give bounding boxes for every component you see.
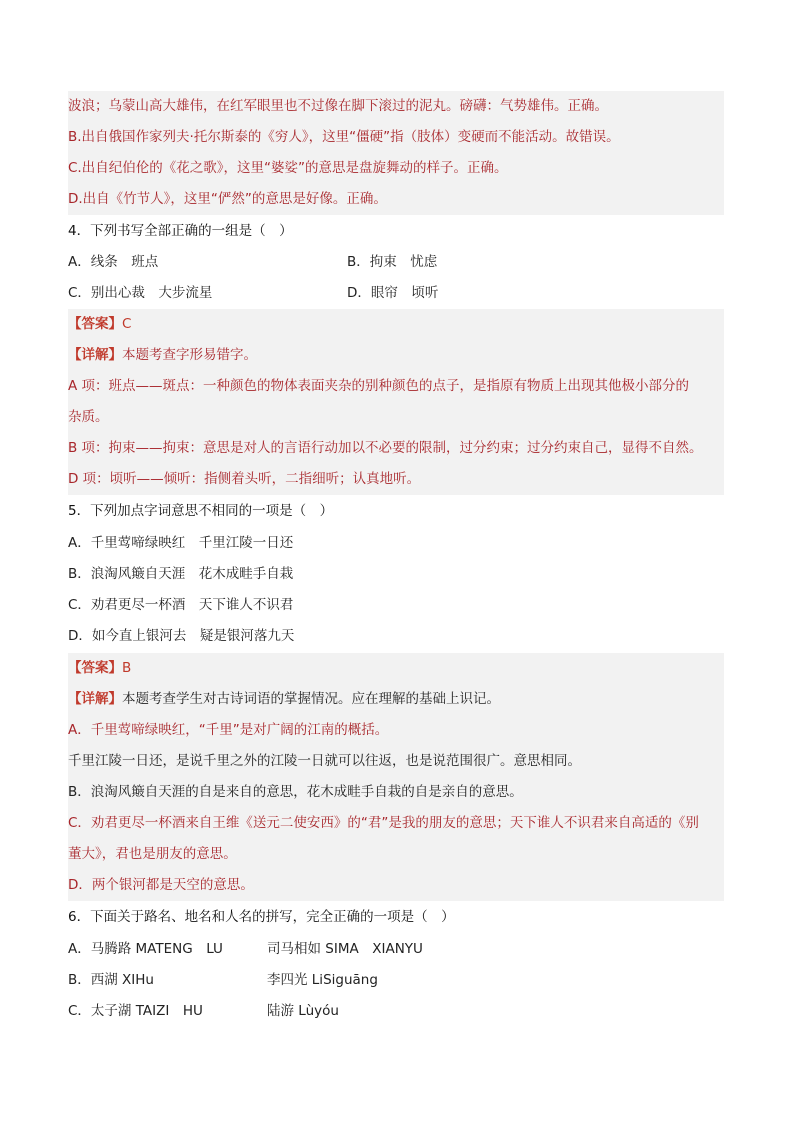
explanation-line: D．两个银河都是天空的意思。: [68, 870, 724, 901]
explanation-line: 杂质。: [68, 402, 724, 433]
detail-label: 【详解】: [68, 691, 122, 707]
explanation-line: 董大》，君也是朋友的意思。: [68, 839, 724, 870]
question-4-stem: 4．下列书写全部正确的一组是（ ）: [68, 223, 293, 239]
option-c-place: C．太子湖 TAIZI HU: [68, 1003, 203, 1019]
explanation-line: B 项：拘束——拘束：意思是对人的言语行动加以不必要的限制，过分约束；过分约束自己，显得不自然。: [68, 433, 724, 464]
question-4-options-row2: [68, 278, 724, 309]
explanation-line: A 项：班点——斑点：一种颜色的物体表面夹杂的别种颜色的点子，是指原有物质上出现其他极小部分的: [68, 371, 724, 402]
question-5-stem: 5．下列加点字词意思不相同的一项是（ ）: [68, 503, 334, 519]
detail-text: 本题考查字形易错字。: [122, 347, 257, 363]
answer-value: C: [122, 316, 132, 332]
explanation-line: C．劝君更尽一杯酒来自王维《送元二使安西》的“君”是我的朋友的意思；天下谁人不识君来自高适的《别: [68, 808, 724, 839]
option-d: D．眼帘 顷听: [347, 285, 439, 301]
explanation-line: D.出自《竹节人》，这里“俨然”的意思是好像。正确。: [68, 184, 724, 215]
question-4-options-row1: [68, 247, 724, 278]
option-b: B．浪淘风簸自天涯 花木成畦手自栽: [68, 566, 294, 582]
detail-text: 本题考查学生对古诗词语的掌握情况。应在理解的基础上识记。: [122, 691, 500, 707]
option-c: C．别出心裁 大步流星: [68, 285, 213, 301]
explanation-line: A．千里莺啼绿映红，“千里”是对广阔的江南的概括。: [68, 715, 724, 746]
option-a: A．千里莺啼绿映红 千里江陵一日还: [68, 535, 294, 551]
option-b-place: B．西湖 XIHu: [68, 972, 154, 988]
explanation-line: D 项：顷听——倾听：指侧着头听，二指细听；认真地听。: [68, 464, 724, 495]
option-b-person: 李四光 LiSiguāng: [267, 972, 378, 988]
explanation-line: B．浪淘风簸自天涯的自是来自的意思，花木成畦手自栽的自是亲自的意思。: [68, 777, 724, 808]
option-a-road: A．马腾路 MATENG LU: [68, 941, 223, 957]
option-a: A．线条 班点: [68, 254, 159, 270]
answer-line: [68, 309, 724, 340]
question-6-option-a: [68, 934, 724, 965]
detail-label: 【详解】: [68, 347, 122, 363]
answer-label: 【答案】: [68, 316, 122, 332]
option-c: C．劝君更尽一杯酒 天下谁人不识君: [68, 597, 294, 613]
question-6-option-b: [68, 965, 724, 996]
question-6-option-c: [68, 996, 724, 1027]
detail-line: [68, 684, 724, 715]
explanation-line: 千里江陵一日还，是说千里之外的江陵一日就可以往返，也是说范围很广。意思相同。: [68, 746, 724, 777]
explanation-line: C.出自纪伯伦的《花之歌》，这里“婆娑”的意思是盘旋舞动的样子。正确。: [68, 153, 724, 184]
question-6-stem: 6．下面关于路名、地名和人名的拼写，完全正确的一项是（ ）: [68, 909, 455, 925]
explanation-line: B.出自俄国作家列夫·托尔斯泰的《穷人》，这里“僵硬”指（肢体）变硬而不能活动。故错误。: [68, 122, 724, 153]
option-b: B．拘束 忧虑: [347, 254, 438, 270]
answer-line: [68, 653, 724, 684]
detail-line: [68, 340, 724, 371]
explanation-line: 波浪；乌蒙山高大雄伟，在红军眼里也不过像在脚下滚过的泥丸。磅礴：气势雄伟。正确。: [68, 91, 724, 122]
option-d: D．如今直上银河去 疑是银河落九天: [68, 628, 295, 644]
option-c-person: 陆游 Lùyóu: [267, 1003, 339, 1019]
answer-label: 【答案】: [68, 660, 122, 676]
answer-value: B: [122, 660, 132, 676]
option-a-person: 司马相如 SIMA XIANYU: [267, 941, 423, 957]
